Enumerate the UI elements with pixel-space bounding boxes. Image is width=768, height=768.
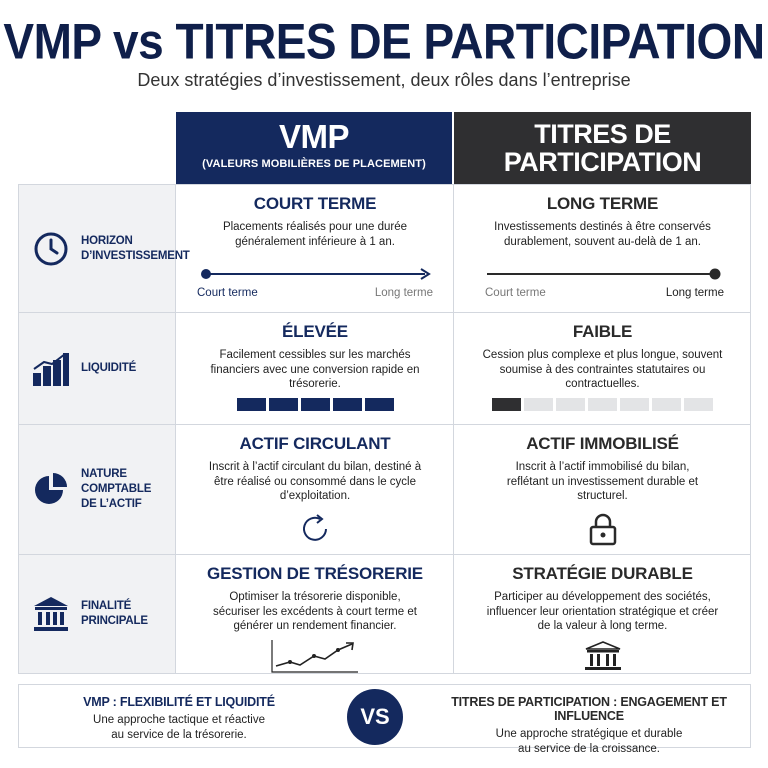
row-liquidite: [19, 313, 750, 425]
row-label-text: FINALITÉ PRINCIPALE: [81, 600, 148, 627]
trend-chart-icon: [270, 638, 360, 674]
vmp-nature-cell: [177, 425, 454, 554]
tdp-summary-line1: Une approche stratégique et durable: [495, 728, 683, 740]
vmp-subtitle: (VALEURS MOBILIÈRES DE PLACEMENT): [202, 158, 426, 170]
row-label-finalite: [19, 555, 176, 673]
tdp-nature-cell: [455, 425, 750, 554]
vmp-finalite-heading: GESTION DE TRÉSORERIE: [207, 564, 423, 583]
tdp-horizon-heading: LONG TERME: [546, 194, 659, 213]
row-label-horizon: [19, 185, 190, 312]
tdp-liquidite-heading: FAIBLE: [572, 322, 633, 341]
tdp-liquidite-text: Cession plus complexe et plus longue, souvent soumise à des contraintes statutaires ou contractuelles.: [482, 349, 723, 390]
gauge-segment: [620, 398, 649, 411]
tdp-finalite-text: Participer au développement des sociétés, influencer leur orientation stratégique et créer de la valeur à long terme.: [486, 591, 719, 632]
vmp-summary-line1: Une approche tactique et réactive: [93, 714, 265, 726]
gauge-segment: [492, 398, 521, 411]
row-horizon: [19, 185, 750, 313]
gauge-segment: [237, 398, 266, 411]
tdp-summary-line2: au service de la croissance.: [518, 742, 660, 755]
row-label-text: NATURE COMPTABLE DE L’ACTIF: [81, 468, 152, 510]
tdp-horizon-cell: [455, 185, 750, 312]
lock-icon: [588, 512, 618, 546]
vmp-summary: [19, 685, 339, 742]
gauge-segment: [269, 398, 298, 411]
vmp-horizon-scale: [197, 267, 433, 297]
gauge-segment: [588, 398, 617, 411]
summary-banner: [18, 684, 751, 755]
pie-chart-icon: [31, 470, 71, 510]
page-subtitle: Deux stratégies d’investissement, deux rôles dans l’entreprise: [137, 70, 631, 90]
tdp-nature-text: Inscrit à l’actif immobilisé du bilan, reflétant un investissement durable et structurel.: [506, 461, 699, 502]
scale-left-label: Court terme: [485, 287, 546, 299]
scale-right-label: Long terme: [665, 287, 724, 299]
clock-icon: [31, 229, 71, 269]
scale-arrow-icon: [197, 267, 434, 281]
tdp-summary-heading: TITRES DE PARTICIPATION : ENGAGEMENT ET INFLUENCE: [451, 695, 727, 723]
gauge-segment: [524, 398, 553, 411]
vmp-liquidite-heading: ÉLEVÉE: [282, 322, 348, 341]
comparison-table: [18, 184, 751, 674]
vmp-liquidite-text: Facilement cessibles sur les marchés financiers avec une conversion rapide en trésorerie.: [210, 349, 420, 390]
vmp-finalite-cell: [177, 555, 454, 673]
tdp-title-line1: TITRES DE: [534, 119, 671, 149]
vmp-horizon-cell: [177, 185, 454, 312]
tdp-horizon-scale: [485, 267, 724, 297]
vmp-summary-heading: VMP : FLEXIBILITÉ ET LIQUIDITÉ: [83, 695, 275, 709]
cycle-icon: [298, 512, 332, 546]
gauge-segment: [301, 398, 330, 411]
scale-right-label: Long terme: [374, 287, 433, 299]
vmp-column-header: [176, 112, 452, 184]
tdp-title-line2: PARTICIPATION: [503, 147, 702, 177]
row-label-liquidite: [19, 313, 176, 424]
building-icon: [583, 640, 623, 672]
tdp-nature-heading: ACTIF IMMOBILISÉ: [526, 434, 679, 453]
gauge-segment: [365, 398, 394, 411]
page-title: VMP vs TITRES DE PARTICIPATION: [3, 12, 765, 70]
vs-badge: VS: [347, 689, 403, 745]
vmp-horizon-heading: COURT TERME: [253, 194, 377, 213]
scale-line-icon: [485, 267, 724, 281]
row-label-nature: [19, 425, 176, 554]
vmp-nature-text: Inscrit à l’actif circulant du bilan, destiné à être réalisé ou consommé dans le cycle d’exploitation.: [208, 461, 422, 502]
tdp-column-header: [454, 112, 751, 184]
gauge-segment: [684, 398, 713, 411]
gauge-segment: [556, 398, 585, 411]
vmp-summary-line2: au service de la trésorerie.: [111, 728, 247, 741]
vmp-finalite-text: Optimiser la trésorerie disponible, sécuriser les excédents à court terme et générer un rendement financier.: [213, 591, 417, 632]
row-nature-comptable: [19, 425, 750, 555]
gauge-segment: [333, 398, 362, 411]
tdp-summary: [429, 685, 749, 756]
tdp-horizon-text: Investissements destinés à être conservés durablement, souvent au-delà de 1 an.: [494, 221, 711, 248]
bar-chart-icon: [31, 349, 71, 389]
gauge-segment: [652, 398, 681, 411]
vmp-title: VMP: [278, 118, 349, 155]
tdp-liquidite-cell: [455, 313, 750, 424]
vmp-nature-heading: ACTIF CIRCULANT: [239, 434, 391, 453]
tdp-finalite-heading: STRATÉGIE DURABLE: [512, 564, 693, 583]
tdp-liquidity-gauge: [455, 398, 750, 411]
vmp-liquidite-cell: [177, 313, 454, 424]
row-finalite: [19, 555, 750, 673]
scale-left-label: Court terme: [197, 287, 258, 299]
row-label-text: LIQUIDITÉ: [81, 362, 137, 374]
row-label-text: HORIZON D’INVESTISSEMENT: [81, 234, 190, 262]
vmp-horizon-text: Placements réalisés pour une durée généralement inférieure à 1 an.: [222, 221, 408, 248]
bank-icon: [31, 594, 71, 634]
tdp-finalite-cell: [455, 555, 750, 673]
vmp-liquidity-gauge: [177, 398, 453, 411]
